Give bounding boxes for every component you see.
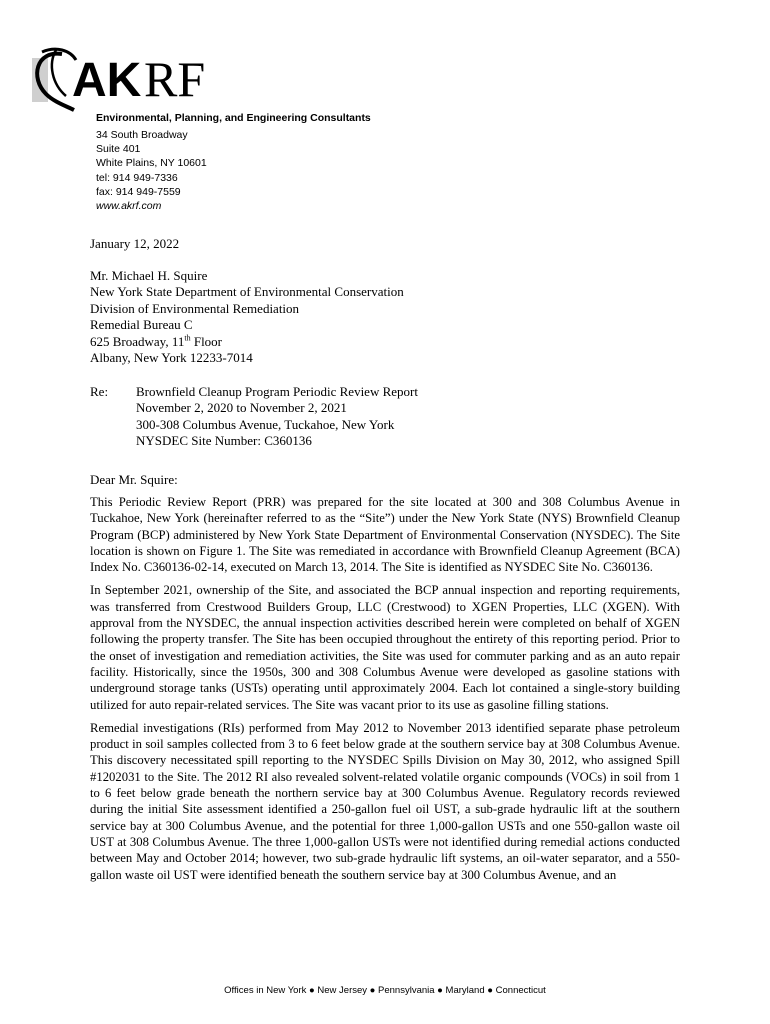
logo-rf: RF (144, 51, 206, 107)
address-suite: Suite 401 (96, 143, 141, 156)
street-prefix: 625 Broadway, 11 (90, 333, 185, 349)
re-label: Re: (90, 384, 109, 399)
recipient-bureau: Remedial Bureau C (90, 317, 193, 333)
logo-ak: AK (72, 54, 142, 107)
body-paragraph: In September 2021, ownership of the Site, and associated the BCP annual inspection and reporting requirements, was transferred from Crestwood Builders Group, LLC (Crestwood) to XGEN Properties, LLC (XGEN). With approval from the NYSDEC, the annual inspection activities described herein were completed on behalf of XGEN following the property transfer. The Site has been occupied throughout the entirety of this reporting period. Prior to the onset of investigation and remediation activities, the Site was used for commuter parking and as an auto repair facility. Historically, since the 1950s, 300 and 308 Columbus Avenue were developed as gasoline stations with underground storage tanks (USTs) operating until approximately 2004. Each lot contained a single-story building utilized for auto repair-related services. The Site was vacant prior to its use as gasoline filling stations. (90, 583, 680, 712)
recipient-block (90, 268, 404, 366)
address-tel: tel: 914 949-7336 (96, 171, 178, 184)
recipient-street (90, 334, 404, 350)
street-suffix: Floor (190, 333, 223, 349)
website-link[interactable]: www.akrf.com (96, 200, 162, 213)
recipient-org: New York State Department of Environmental Conservation (90, 284, 404, 300)
re-line: 300-308 Columbus Avenue, Tuckahoe, New York (136, 416, 395, 432)
body-paragraph: This Periodic Review Report (PRR) was prepared for the site located at 300 and 308 Columbus Avenue in Tuckahoe, New York (hereinafter referred to as the “Site”) under the New York State (NYS) Brownfield Cleanup Program (BCP) administered by New York State Department of Environmental Conservation (NYSDEC). The Site location is shown on Figure 1. The Site was remediated in accordance with Brownfield Cleanup Agreement (BCA) Index No. C360136-02-14, executed on March 13, 2014. The Site is identified as NYSDEC Site No. C360136. (90, 495, 680, 575)
re-line: Brownfield Cleanup Program Periodic Review Report (136, 384, 418, 399)
footer-offices: Offices in New York ● New Jersey ● Pennsylvania ● Maryland ● Connecticut (224, 985, 546, 996)
salutation: Dear Mr. Squire: (90, 472, 178, 487)
re-line: November 2, 2020 to November 2, 2021 (136, 400, 347, 416)
address-city: White Plains, NY 10601 (96, 157, 207, 170)
address-street: 34 South Broadway (96, 129, 188, 141)
body-paragraph: Remedial investigations (RIs) performed from May 2012 to November 2013 identified separate phase petroleum product in soil samples collected from 3 to 6 feet below grade at the southern service bay at 308 Columbus Avenue. This discovery necessitated spill reporting to the NYSDEC Spills Division on May 30, 2012, who assigned Spill #1202031 to the Site. The 2012 RI also revealed solvent-related volatile organic compounds (VOCs) in soil from 1 to 6 feet below grade beneath the northern service bay at 300 Columbus Avenue. Regulatory records reviewed during the initial Site assessment identified a 250-gallon fuel oil UST, a sub-grade hydraulic lift at the southern service bay at 300 Columbus Avenue, and the potential for three 1,000-gallon USTs and one 550-gallon waste oil UST at 308 Columbus Avenue. The three 1,000-gallon USTs were not identified during remedial actions conducted between May and October 2014; however, two sub-grade hydraulic lift systems, an oil-water separator, and a 550-gallon waste oil UST were identified beneath the southern service bay at 300 Columbus Avenue, and an (90, 720, 680, 882)
re-block (90, 384, 418, 450)
company-address (96, 128, 207, 213)
recipient-city: Albany, New York 12233-7014 (90, 350, 253, 366)
recipient-name: Mr. Michael H. Squire (90, 268, 208, 283)
address-fax: fax: 914 949-7559 (96, 185, 181, 198)
street-superscript: th (184, 333, 191, 343)
letter-body (90, 494, 680, 890)
re-line: NYSDEC Site Number: C360136 (136, 433, 312, 449)
letter-date: January 12, 2022 (90, 236, 180, 251)
tagline: Environmental, Planning, and Engineering Consultants (96, 112, 371, 124)
recipient-division: Division of Environmental Remediation (90, 300, 300, 316)
akrf-logo (26, 44, 242, 112)
